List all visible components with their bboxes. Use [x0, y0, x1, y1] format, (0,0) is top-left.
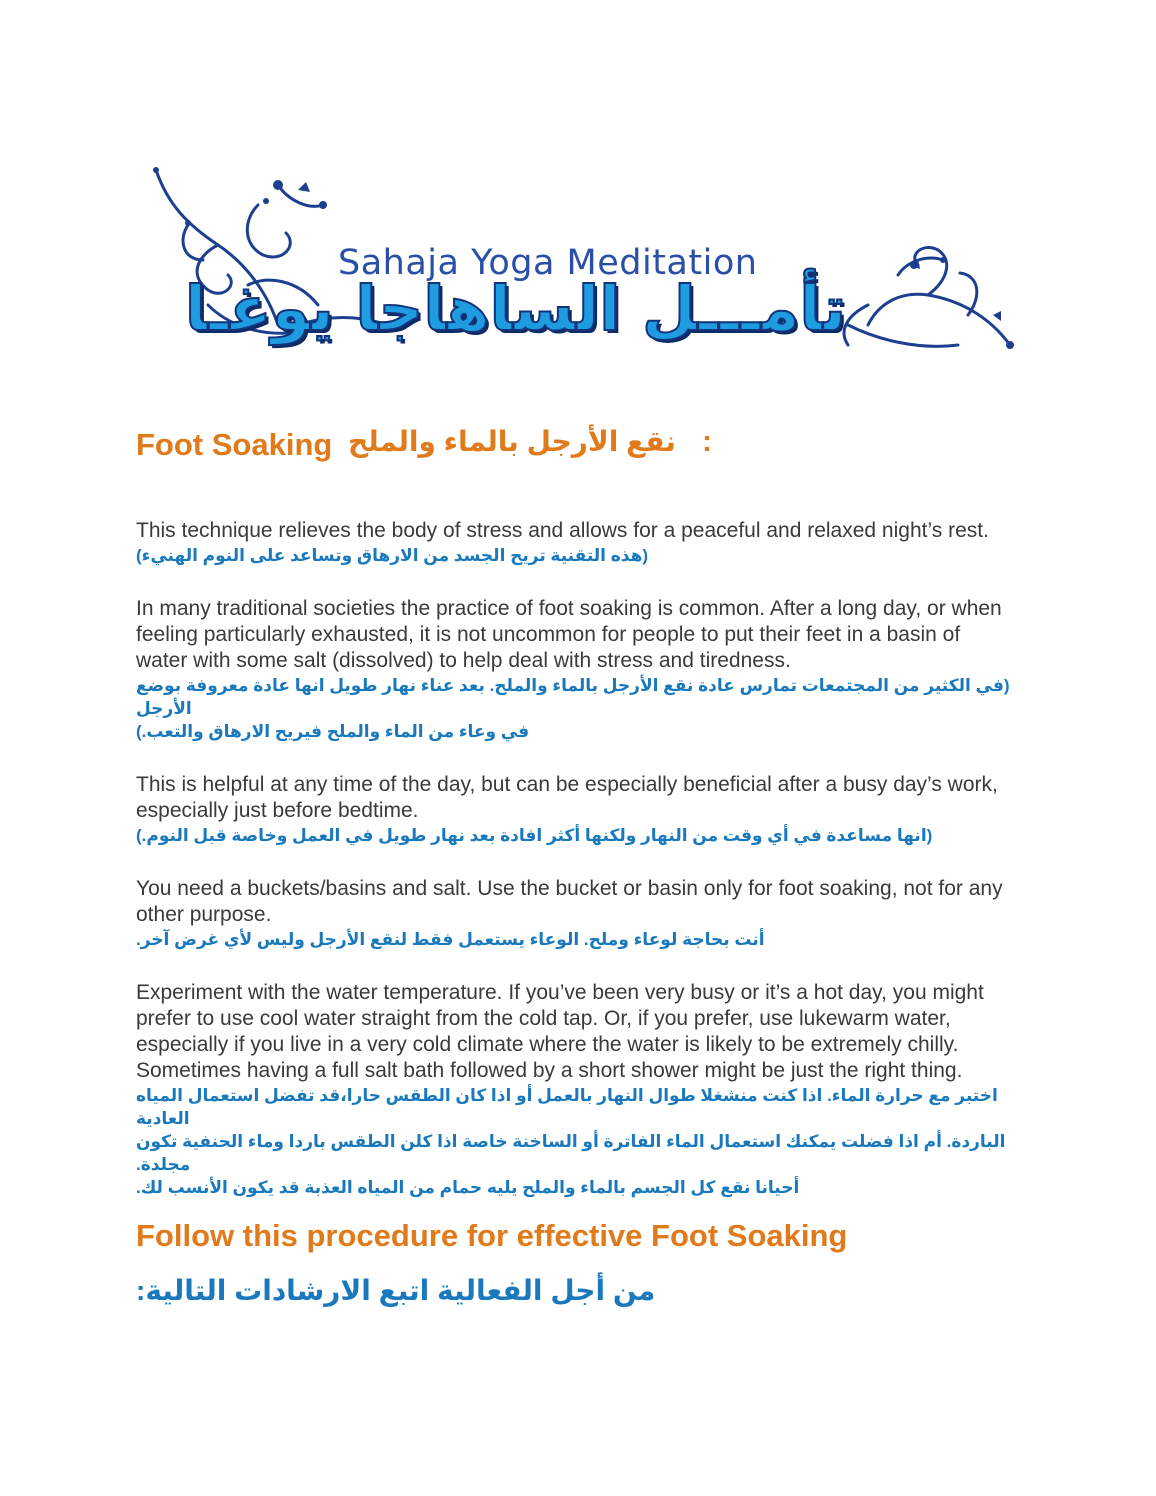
paragraph-ar-line: (في الكثير من المجتمعات تمارس عادة نقع الأرجل بالماء والملح. بعد عناء نهار طويل انها عادة معروفة بوضع الأرجل: [136, 676, 1010, 718]
banner-title-ar: تأمـــل الساهاجا يوغـا: [184, 272, 846, 345]
paragraph-en: This is helpful at any time of the day, but can be especially beneficial after a busy day’s work, especially just before bedtime.: [136, 773, 998, 822]
paragraph-block: [136, 596, 1016, 743]
page-title-ar: نقع الأرجل بالماء والملح: [348, 426, 676, 457]
paragraph-ar: [136, 674, 1016, 743]
paragraph-ar: [136, 824, 1016, 847]
paragraph-ar-line: أحيانا نقع كل الجسم بالماء والملح يليه حمام من المياه العذبة قد يكون الأنسب لك.: [136, 1178, 800, 1197]
paragraph-block: [136, 876, 1016, 951]
paragraph-ar: [136, 928, 1016, 951]
page-title-colon: :: [702, 425, 712, 458]
paragraph-ar-line: (هذه التقنية تريح الجسد من الارهاق وتساعد على النوم الهنيء): [136, 546, 649, 565]
page-title: [136, 425, 726, 469]
paragraph-ar-line: الباردة. أم اذا فضلت يمكنك استعمال الماء الفاترة أو الساخنة خاصة اذا كلن الطقس باردا وماء الحنفية تكون مجلدة.: [136, 1132, 1006, 1174]
paragraph-block: [136, 772, 1016, 847]
paragraph-ar-line: أنت بحاجة لوعاء وملح. الوعاء يستعمل فقط لنقع الأرجل وليس لأي غرض آخر.: [136, 930, 765, 949]
paragraph-en: You need a buckets/basins and salt. Use the bucket or basin only for foot soaking, not for any other purpose.: [136, 877, 1003, 926]
paragraph-ar: [136, 1084, 1016, 1199]
paragraph-en: This technique relieves the body of stress and allows for a peaceful and relaxed night’s rest.: [136, 519, 989, 542]
article-body: [136, 518, 1016, 1228]
banner-title-en: Sahaja Yoga Meditation: [338, 243, 758, 283]
paragraph-ar-line: اختبر مع حرارة الماء. اذا كنت منشغلا طوال النهار بالعمل أو اذا كان الطقس حارا،قد تفضل استعمال المياه العادية: [136, 1086, 998, 1128]
paragraph-en: Experiment with the water temperature. If you’ve been very busy or it’s a hot day, you might prefer to use cool water straight from the cold tap. Or, if you prefer, use lukewarm water, especially if you live in a very cold climate where the water is likely to be extremely chilly. Sometimes having a full salt bath followed by a short shower might be just the right thing.: [136, 981, 984, 1082]
page-title-en: Foot Soaking: [136, 427, 333, 462]
paragraph-en: In many traditional societies the practice of foot soaking is common. After a long day, or when feeling particularly exhausted, it is not uncommon for people to put their feet in a basin of water with some salt (dissolved) to help deal with stress and tiredness.: [136, 597, 1002, 672]
paragraph-ar: [136, 544, 1016, 567]
paragraph-ar-line: في وعاء من الماء والملح فيريح الارهاق والتعب.): [136, 722, 530, 741]
procedure-heading-ar: من أجل الفعالية اتبع الارشادات التالية:: [136, 1275, 656, 1306]
banner-logo: [148, 165, 1018, 375]
paragraph-block: [136, 518, 1016, 567]
procedure-heading-en: Follow this procedure for effective Foot Soaking: [136, 1218, 848, 1253]
paragraph-ar-line: (انها مساعدة في أي وقت من النهار ولكنها أكثر افادة بعد نهار طويل في العمل وخاصة قبل النوم.): [136, 826, 933, 845]
paragraph-block: [136, 980, 1016, 1199]
